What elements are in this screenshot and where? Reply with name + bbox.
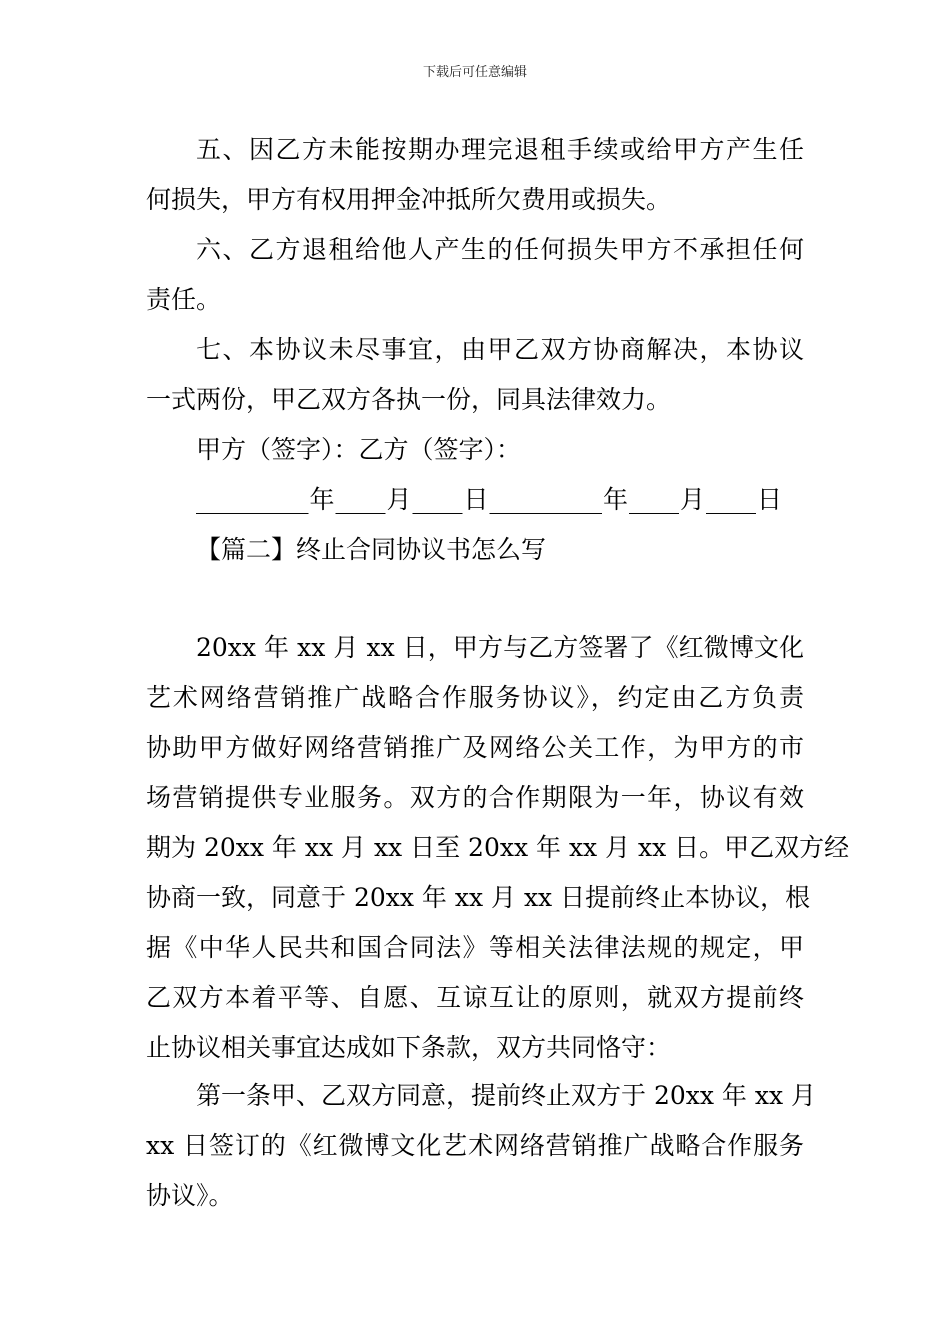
paragraph-line: 期为 20xx 年 xx 月 xx 日至 20xx 年 xx 月 xx 日。甲乙双方经 xyxy=(146,833,850,862)
section-heading: 【篇二】终止合同协议书怎么写 xyxy=(196,535,547,564)
paragraph-line: 协助甲方做好网络营销推广及网络公关工作，为甲方的市 xyxy=(146,733,804,762)
page-header-note: 下载后可任意编辑 xyxy=(422,65,527,80)
paragraph-line: 责任。 xyxy=(146,285,222,314)
paragraph-line: 协商一致，同意于 20xx 年 xx 月 xx 日提前终止本协议，根 xyxy=(146,883,811,912)
paragraph-line: 乙双方本着平等、自愿、互谅互让的原则，就双方提前终 xyxy=(146,983,804,1012)
paragraph-line: 据《中华人民共和国合同法》等相关法律法规的规定，甲 xyxy=(146,933,804,962)
paragraph-line: 一式两份，甲乙双方各执一份，同具法律效力。 xyxy=(146,385,672,414)
signature-line: 甲方（签字）：乙方（签字）： xyxy=(196,435,522,464)
paragraph-line: 止协议相关事宜达成如下条款，双方共同恪守： xyxy=(146,1033,672,1062)
paragraph-line: 场营销提供专业服务。双方的合作期限为一年，协议有效 xyxy=(146,783,804,812)
date-line: _________年____月____日_________年____月____日 xyxy=(196,485,782,514)
paragraph-line: 何损失，甲方有权用押金冲抵所欠费用或损失。 xyxy=(146,185,672,214)
paragraph-line: 20xx 年 xx 月 xx 日，甲方与乙方签署了《红微博文化 xyxy=(196,633,804,662)
paragraph-line: 七、本协议未尽事宜，由甲乙双方协商解决，本协议 xyxy=(196,335,804,364)
paragraph-line: xx 日签订的《红微博文化艺术网络营销推广战略合作服务 xyxy=(146,1131,804,1160)
paragraph-line: 艺术网络营销推广战略合作服务协议》，约定由乙方负责 xyxy=(146,683,804,712)
paragraph-line: 五、因乙方未能按期办理完退租手续或给甲方产生任 xyxy=(196,135,804,164)
paragraph-line: 第一条甲、乙双方同意，提前终止双方于 20xx 年 xx 月 xyxy=(196,1081,816,1110)
paragraph-line: 六、乙方退租给他人产生的任何损失甲方不承担任何 xyxy=(196,235,804,264)
paragraph-line: 协议》。 xyxy=(146,1181,234,1210)
